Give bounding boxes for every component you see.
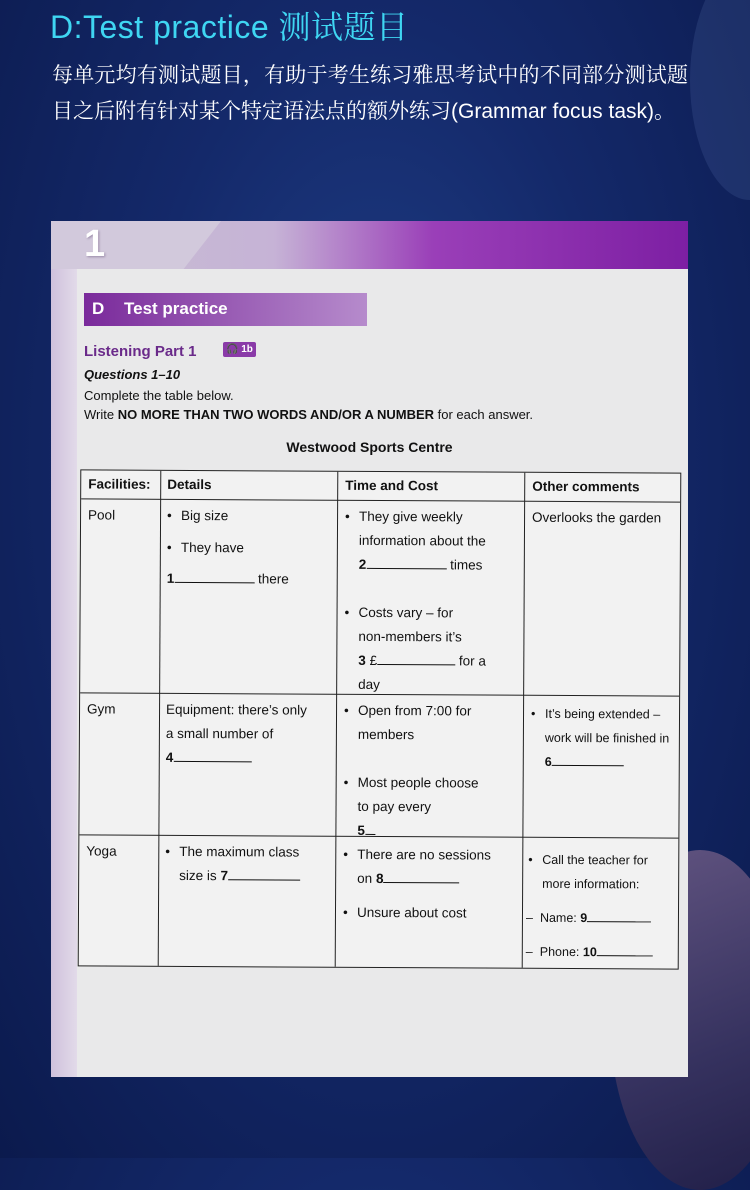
background-decoration [690,0,750,200]
section-title: Test practice [124,299,228,318]
unit-number: 1 [84,223,106,265]
answer-blank-9 [587,909,651,922]
section-letter: D [92,299,105,318]
answer-number-6: 6 [544,754,552,769]
answer-blank-3 [377,652,455,665]
audio-track-label: 1b [241,344,253,355]
gym-details: Equipment: there’s only a small number of 4 [165,701,307,765]
answer-blank-8 [383,870,459,883]
section-badge [84,293,367,326]
yoga-time-cost: • There are no sessions on 8 • Unsure about cost [343,843,519,926]
header-time-cost: Time and Cost [345,477,439,494]
answer-number-5: 5 [357,822,365,838]
audio-track-icon: 🎧 1b [223,342,256,357]
page-title: D:Test practice 测试题目 [50,9,409,45]
pool-other: Overlooks the garden [532,509,662,526]
gym-time-cost: • Open from 7:00 for members • Most people choose to pay every 5 [343,699,520,844]
facility-pool: Pool [88,507,116,523]
table-title: Westwood Sports Centre [286,439,453,455]
answer-number-2: 2 [358,556,367,572]
answer-number-4: 4 [165,749,174,765]
answer-number-9: 9 [580,911,588,926]
facility-yoga: Yoga [86,843,117,859]
answer-number-1: 1 [166,570,175,586]
questions-range: Questions 1–10 [84,367,181,382]
instruction-line-1: Complete the table below. [84,388,234,403]
facilities-table [78,469,682,969]
textbook-page-photo [51,221,688,1077]
part-title: Listening Part 1 [84,343,197,360]
answer-number-3: 3 [358,652,366,668]
answer-blank-6 [552,753,624,766]
header-facilities: Facilities: [88,476,151,492]
intro-text: 每单元均有测试题目，有助于考生练习雅思考试中的不同部分测试题目之后附有针对某个特定语法点的额外练习(Grammar focus task)。 [52,64,688,123]
page-side-strip [51,269,77,1077]
answer-blank-5 [365,822,375,835]
pool-time-cost: • They give weekly information about the 2 times • Costs vary – for non-members it’s 3 £ for a day [344,505,521,698]
yoga-other: • Call the teacher for more information: – Name: 9 – Phone: 10 [522,848,679,965]
instruction-line-2: Write NO MORE THAN TWO WORDS AND/OR A NUMBER for each answer. [84,407,534,422]
answer-blank-1 [174,570,254,583]
header-details: Details [167,476,212,493]
answer-number-10: 10 [582,945,597,960]
yoga-details: • The maximum class size is 7 [165,840,331,889]
gym-other: • It’s being extended – work will be finished in 6 [531,702,679,775]
answer-blank-7 [228,867,300,880]
answer-number-7: 7 [220,868,229,884]
facility-gym: Gym [87,701,116,717]
answer-blank-2 [366,556,446,569]
header-other-comments: Other comments [532,478,640,495]
table-divider [158,471,162,966]
pool-details: • Big size • They have 1 there [167,504,333,592]
answer-blank-4 [173,749,251,762]
answer-number-8: 8 [375,870,384,887]
answer-blank-10 [597,943,653,956]
table-divider [335,472,339,967]
